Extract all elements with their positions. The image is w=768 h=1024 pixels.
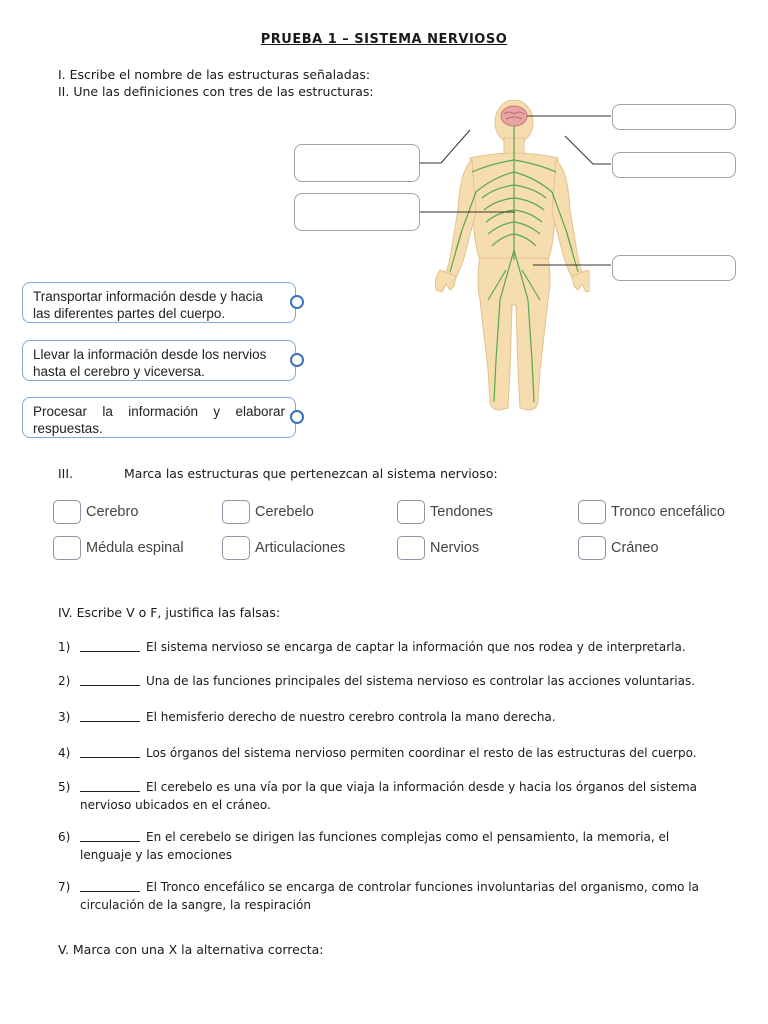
checkbox-cerebro[interactable] — [53, 500, 81, 524]
definition-text: respuestas. — [33, 421, 103, 436]
instruction-2: II. Une las definiciones con tres de las estructuras: — [58, 84, 374, 99]
checkbox-label: Médula espinal — [86, 540, 184, 556]
answer-blank[interactable] — [80, 638, 140, 652]
answer-blank[interactable] — [80, 708, 140, 722]
answer-blank[interactable] — [80, 744, 140, 758]
answer-blank[interactable] — [80, 878, 140, 892]
checkbox-label: Tronco encefálico — [611, 504, 725, 520]
statement-text: El Tronco encefálico se encarga de controlar funciones involuntarias del organismo, como la — [146, 880, 699, 894]
statement-number: 4) — [58, 746, 71, 760]
section-5-instruction: V. Marca con una X la alternativa correcta: — [58, 942, 324, 957]
definition-text: Llevar la información desde los nervios — [33, 347, 267, 362]
checkbox-medula-espinal[interactable] — [53, 536, 81, 560]
answer-blank[interactable] — [80, 778, 140, 792]
section-3-instruction: Marca las estructuras que pertenezcan al sistema nervioso: — [124, 466, 498, 481]
checkbox-cerebelo[interactable] — [222, 500, 250, 524]
statement-text: circulación de la sangre, la respiración — [80, 898, 311, 912]
definition-text: hasta el cerebro y viceversa. — [33, 364, 205, 379]
statement-number: 2) — [58, 674, 71, 688]
label-box-3[interactable] — [612, 104, 736, 130]
label-box-4[interactable] — [612, 152, 736, 178]
section-4-instruction: IV. Escribe V o F, justifica las falsas: — [58, 605, 281, 620]
statement-text: Los órganos del sistema nervioso permiten coordinar el resto de las estructuras del cuerpo. — [146, 746, 697, 760]
checkbox-label: Cráneo — [611, 540, 659, 556]
connector-dot-1[interactable] — [290, 295, 304, 309]
statement-number: 5) — [58, 780, 71, 794]
statement-7 — [58, 878, 738, 914]
statement-number: 3) — [58, 710, 71, 724]
checkbox-label: Tendones — [430, 504, 493, 520]
instruction-1: I. Escribe el nombre de las estructuras señaladas: — [58, 67, 371, 82]
checkbox-label: Articulaciones — [255, 540, 346, 556]
section-3-number: III. — [58, 466, 74, 481]
statement-1 — [58, 638, 738, 656]
statement-text: Una de las funciones principales del sistema nervioso es controlar las acciones voluntarias. — [146, 674, 696, 688]
statement-text: El sistema nervioso se encarga de captar la información que nos rodea y de interpretarla. — [146, 640, 686, 654]
answer-blank[interactable] — [80, 672, 140, 686]
leader-lines — [415, 110, 615, 270]
statement-3 — [58, 708, 738, 726]
label-box-5[interactable] — [612, 255, 736, 281]
statement-2 — [58, 672, 738, 690]
statement-5 — [58, 778, 738, 814]
checkbox-label: Cerebro — [86, 504, 139, 520]
checkbox-tendones[interactable] — [397, 500, 425, 524]
statement-number: 7) — [58, 880, 71, 894]
statement-6 — [58, 828, 738, 864]
statement-number: 1) — [58, 640, 71, 654]
statement-text: El cerebelo es una vía por la que viaja la información desde y hacia los órganos del sistema — [146, 780, 698, 794]
answer-blank[interactable] — [80, 828, 140, 842]
checkbox-label: Nervios — [430, 540, 480, 556]
statement-text: El hemisferio derecho de nuestro cerebro controla la mano derecha. — [146, 710, 556, 724]
page-title: PRUEBA 1 – SISTEMA NERVIOSO — [260, 32, 508, 47]
statement-number: 6) — [58, 830, 71, 844]
definition-box-2 — [22, 340, 296, 381]
statement-4 — [58, 744, 738, 762]
checkbox-label: Cerebelo — [255, 504, 314, 520]
checkbox-articulaciones[interactable] — [222, 536, 250, 560]
definition-text: Transportar información desde y hacia — [33, 289, 263, 304]
checkbox-tronco-encefalico[interactable] — [578, 500, 606, 524]
statement-text: En el cerebelo se dirigen las funciones complejas como el pensamiento, la memoria, el — [146, 830, 670, 844]
connector-dot-3[interactable] — [290, 410, 304, 424]
definition-box-1 — [22, 282, 296, 323]
connector-dot-2[interactable] — [290, 353, 304, 367]
checkbox-craneo[interactable] — [578, 536, 606, 560]
label-box-1[interactable] — [294, 144, 420, 182]
label-box-2[interactable] — [294, 193, 420, 231]
checkbox-nervios[interactable] — [397, 536, 425, 560]
statement-text: nervioso ubicados en el cráneo. — [80, 798, 271, 812]
definition-box-3 — [22, 397, 296, 438]
definition-text: las diferentes partes del cuerpo. — [33, 306, 226, 321]
definition-text: Procesar la información y elaborar — [33, 404, 285, 419]
statement-text: lenguaje y las emociones — [80, 848, 233, 862]
